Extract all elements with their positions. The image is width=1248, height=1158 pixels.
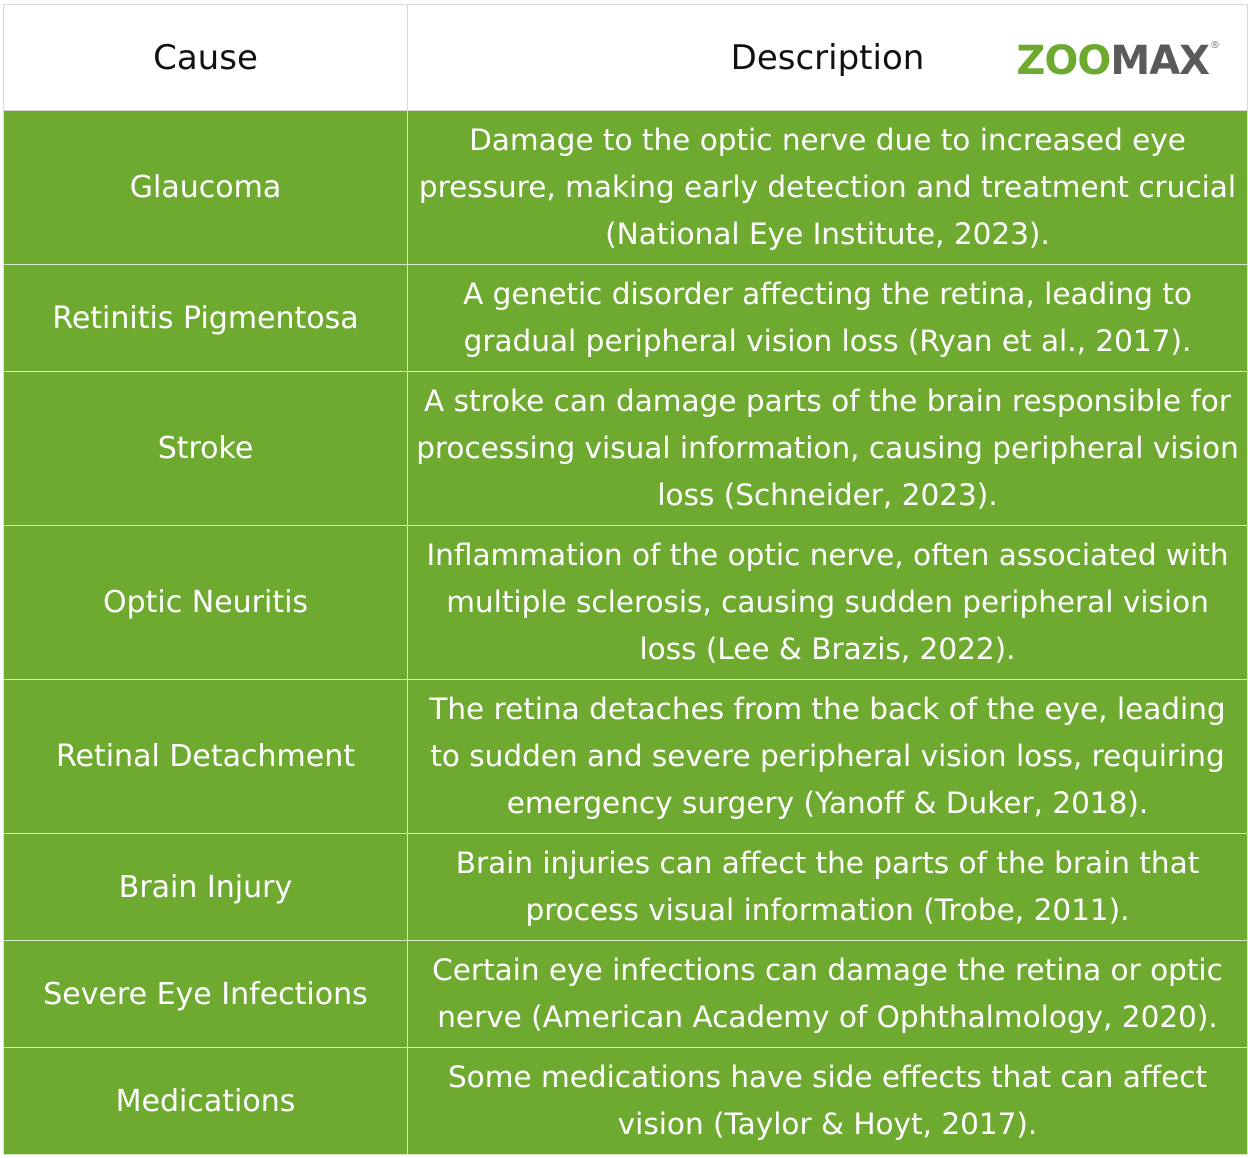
- cause-cell: Optic Neuritis: [4, 526, 408, 680]
- description-cell: Brain injuries can affect the parts of the brain that process visual information (Trobe, 2011).: [408, 834, 1248, 941]
- description-header-label: Description: [730, 37, 925, 78]
- logo-text-green: ZOO: [1016, 38, 1111, 84]
- description-cell: Damage to the optic nerve due to increased eye pressure, making early detection and treatment crucial (National Eye Institute, 2023).: [408, 111, 1248, 265]
- table-row: [4, 372, 1248, 526]
- header-row: [4, 5, 1248, 111]
- causes-table: [3, 4, 1248, 1155]
- registered-mark: ®: [1210, 40, 1219, 51]
- table-row: [4, 680, 1248, 834]
- logo-text-gray: MAX: [1110, 38, 1209, 84]
- description-cell: A stroke can damage parts of the brain responsible for processing visual information, causing peripheral vision loss (Schneider, 2023).: [408, 372, 1248, 526]
- cause-cell: Stroke: [4, 372, 408, 526]
- description-cell: Some medications have side effects that can affect vision (Taylor & Hoyt, 2017).: [408, 1048, 1248, 1155]
- cause-cell: Severe Eye Infections: [4, 941, 408, 1048]
- table-row: [4, 111, 1248, 265]
- cause-cell: Glaucoma: [4, 111, 408, 265]
- description-cell: The retina detaches from the back of the eye, leading to sudden and severe peripheral vision loss, requiring emergency surgery (Yanoff & Duker, 2018).: [408, 680, 1248, 834]
- cause-header-label: Cause: [153, 37, 258, 78]
- cause-column-header: [4, 5, 408, 111]
- table-row: [4, 834, 1248, 941]
- table-row: [4, 1048, 1248, 1155]
- table-row: [4, 941, 1248, 1048]
- cause-cell: Retinal Detachment: [4, 680, 408, 834]
- description-cell: Certain eye infections can damage the retina or optic nerve (American Academy of Ophthalmology, 2020).: [408, 941, 1248, 1048]
- cause-cell: Brain Injury: [4, 834, 408, 941]
- cause-cell: Retinitis Pigmentosa: [4, 265, 408, 372]
- description-column-header: [408, 5, 1248, 111]
- cause-cell: Medications: [4, 1048, 408, 1155]
- description-cell: A genetic disorder affecting the retina, leading to gradual peripheral vision loss (Ryan et al., 2017).: [408, 265, 1248, 372]
- table-row: [4, 265, 1248, 372]
- zoomax-logo: [1016, 38, 1219, 84]
- description-cell: Inflammation of the optic nerve, often associated with multiple sclerosis, causing sudden peripheral vision loss (Lee & Brazis, 2022).: [408, 526, 1248, 680]
- table-row: [4, 526, 1248, 680]
